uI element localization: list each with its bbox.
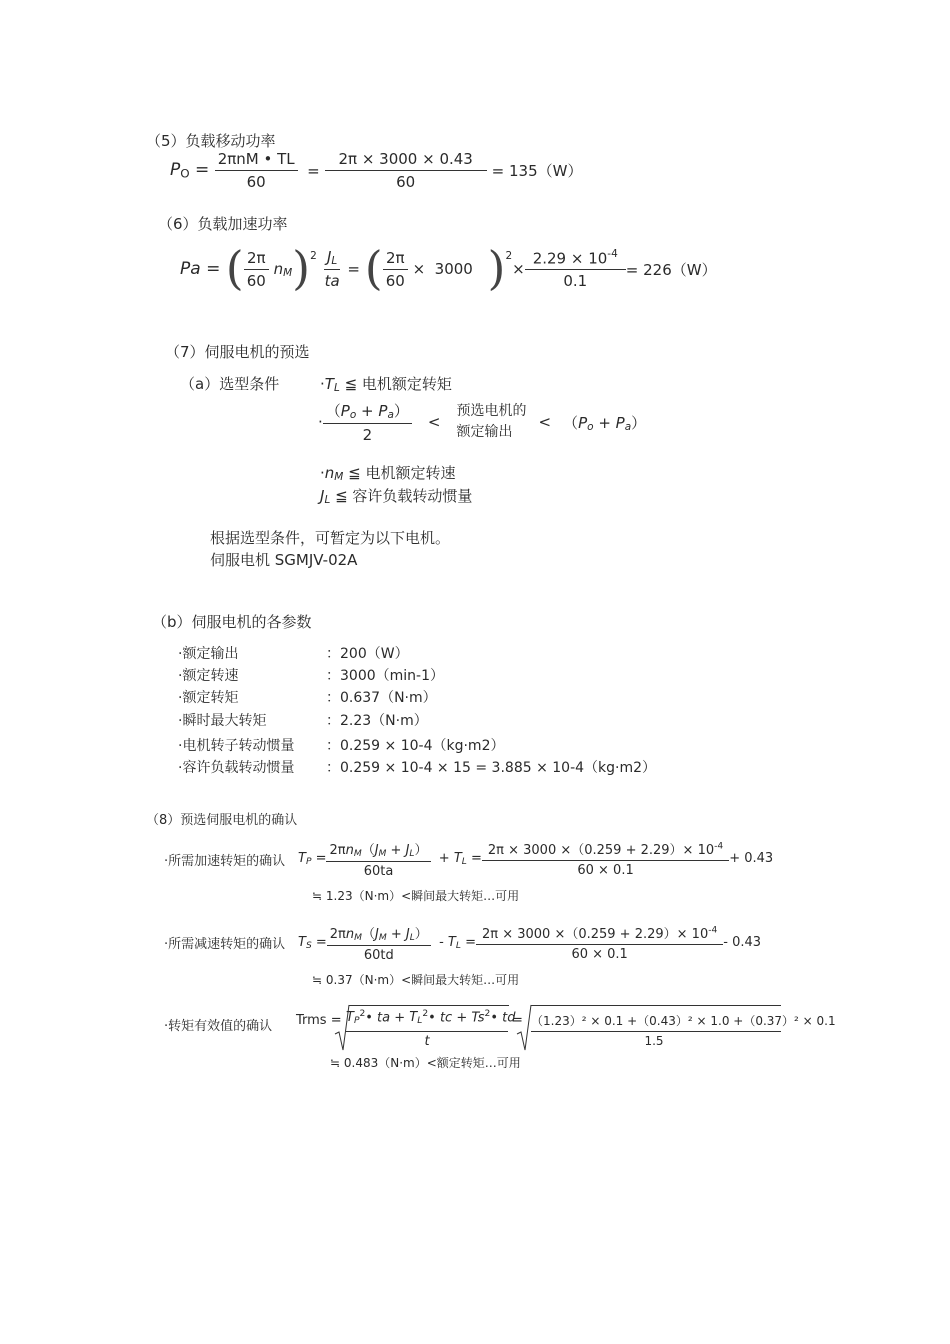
rms-denominator-2: 1.5 [644, 1034, 664, 1048]
pa-2pi-over-60-a: $\frac{2\pi}{60}$ [244, 249, 269, 290]
pa-jl-over-ta: $\frac{J_L}{ta}$ [324, 248, 340, 291]
rms-fraction-line-1 [346, 1031, 508, 1032]
condition-speed-text: ≦ 电机额定转速 [348, 464, 456, 482]
dec-torque-label: ·所需减速转矩的确认 [164, 937, 286, 952]
condition-power-fraction: $\frac{(P_o + P_a)}{2}$ [323, 400, 412, 444]
selection-conditions-label: （a）选型条件 [180, 375, 280, 393]
condition-torque: $\cdot T_L$ ≦ 电机额定转矩 [320, 375, 452, 395]
dec-denominator-1: 60td [363, 947, 394, 963]
condition-inertia-text: ≦ 容许负载转动惯量 [335, 487, 473, 505]
dec-tail: - 0.43 [723, 935, 762, 951]
po-denominator-2: 60 [396, 173, 416, 191]
param-label-rotor-inertia: ·电机转子转动惯量 [178, 738, 295, 754]
rated-output-text-1: 预选电机的 [456, 403, 527, 420]
pa-speed-value: 3000 [434, 260, 473, 279]
po-result: = 135（W） [491, 162, 583, 180]
dec-fraction-2 [476, 923, 723, 962]
condition-speed: $\cdot n_M$ ≦ 电机额定转速 [320, 464, 456, 484]
po-denominator-1: 60 [246, 173, 266, 191]
rms-result: ≒ 0.483（N·m）<额定转矩…可用 [330, 1056, 521, 1070]
dec-result: ≒ 0.37（N·m）<瞬间最大转矩…可用 [312, 973, 520, 987]
dec-denominator-2: 60 × 0.1 [571, 947, 628, 963]
pa-inertia-fraction [525, 248, 626, 290]
rms-equals: = [512, 1013, 523, 1028]
param-value-load-inertia: ：0.259 × 10-4 × 15 = 3.885 × 10-4（kg·m2） [326, 760, 657, 776]
param-label-rated-speed: ·额定转速 [178, 668, 239, 684]
param-label-rated-output: ·额定输出 [178, 646, 239, 662]
rms-lhs: Trms = [296, 1013, 342, 1028]
rated-output-text-2: 额定输出 [456, 424, 513, 441]
po-fraction-2 [325, 150, 487, 191]
param-value-rated-output: ：200（W） [326, 646, 409, 662]
rms-fraction-line-2 [531, 1031, 781, 1032]
formula-acc-torque: $T_P$ = $\frac{2\pi n_M(J_M + J_L)}{60ta}$ + $T_L$ = $\frac{2\pi \times 3000 \times(0.259 + 2.29)\times 10^{-4}}{60 \times 0.1}$ + 0.43 [298, 839, 773, 879]
dec-fraction-1: $\frac{2\pi n_M(J_M + J_L)}{60td}$ [327, 923, 431, 963]
pa-inertia-denominator: 0.1 [563, 272, 588, 291]
condition-inertia: $J_L$ ≦ 容许负载转动惯量 [320, 487, 473, 507]
formula-dec-torque: $T_S$ = $\frac{2\pi n_M(J_M + J_L)}{60td}$ - $T_L$ = $\frac{2\pi \times 3000 \times(0.259 + 2.29)\times 10^{-4}}{60 \times 0.1}$ - 0.43 [298, 923, 761, 963]
acc-exponent: -4 [714, 841, 724, 852]
section-8-title: （8）预选伺服电机的确认 [146, 813, 298, 828]
acc-tail: + 0.43 [729, 851, 774, 867]
selected-motor: 伺服电机 SGMJV-02A [210, 551, 358, 569]
dec-numerator-2: 2π × 3000 ×（0.259 + 2.29）× 10 [481, 927, 709, 943]
pa-inertia-numerator: 2.29 × 10 [532, 249, 608, 268]
acc-denominator-1: 60ta [363, 863, 394, 879]
param-label-load-inertia: ·容许负载转动惯量 [178, 760, 295, 776]
rms-numerator-1: $T_P^2•$ ta + $T_L^2•$ tc + $Ts^2•$ td [346, 1009, 516, 1027]
param-label-max-torque: ·瞬时最大转矩 [178, 713, 267, 729]
formula-pa: Pa = ( $\frac{2\pi}{60}$ $n_M$ ) $^2$ $\frac{J_L}{ta}$ = ( $\frac{2\pi}{60}$ × 3000 ) $^2$ × $\frac{2.29 \times 10^{-4}}{0.1}$ = 226（W） [180, 241, 717, 296]
acc-numerator-2: 2π × 3000 ×（0.259 + 2.29）× 10 [487, 843, 715, 859]
pa-result: = 226（W） [625, 260, 717, 279]
param-value-rated-speed: ：3000（min-1） [326, 668, 444, 684]
po-numerator-1: 2πnM • TL [215, 150, 298, 171]
condition-power: · $\frac{(P_o + P_a)}{2}$ < 预选电机的 额定输出 < $(P_o + P_a)$ [318, 402, 647, 445]
section-5-title: （5）负载移动功率 [146, 132, 276, 150]
rms-torque-label: ·转矩有效值的确认 [164, 1019, 273, 1034]
rms-denominator-1: t [424, 1034, 430, 1049]
pa-2pi-over-60-b: $\frac{2\pi}{60}$ [383, 249, 408, 290]
pa-symbol: Pa [180, 259, 201, 280]
sqrt-bar-1 [349, 1005, 509, 1006]
param-label-rated-torque: ·额定转矩 [178, 690, 239, 706]
acc-torque-label: ·所需加速转矩的确认 [164, 854, 286, 869]
param-value-rotor-inertia: ：0.259 × 10-4（kg·m2） [326, 738, 505, 754]
po-fraction-1 [215, 150, 298, 191]
motor-params-title: （b）伺服电机的各参数 [152, 613, 312, 631]
pa-inertia-exponent: -4 [607, 248, 618, 260]
sqrt-sign-2 [516, 1004, 532, 1052]
acc-result: ≒ 1.23（N·m）<瞬间最大转矩…可用 [312, 889, 520, 903]
formula-po: $P_O$ = $\frac{\text{2πnM • TL}}{60}$ = $\frac{2\pi \times 3000 \times 0.43}{60}$ = 135（W） [170, 150, 583, 191]
acc-fraction-2 [482, 839, 729, 878]
rms-numerator-2: （1.23）² × 0.1 +（0.43）² × 1.0 +（0.37）² × 0.1 [531, 1014, 836, 1028]
dec-exponent: -4 [708, 925, 718, 936]
po-subscript: O [180, 166, 190, 181]
acc-fraction-1: $\frac{2\pi n_M(J_M + J_L)}{60ta}$ [326, 839, 430, 879]
param-value-rated-torque: ：0.637（N·m） [326, 690, 437, 706]
selection-conclusion: 根据选型条件，可暂定为以下电机。 [210, 529, 451, 547]
condition-torque-text: ≦ 电机额定转矩 [344, 375, 452, 393]
acc-denominator-2: 60 × 0.1 [577, 863, 634, 879]
po-symbol: P [170, 160, 181, 181]
param-value-max-torque: ：2.23（N·m） [326, 713, 428, 729]
sqrt-bar-2 [531, 1005, 781, 1006]
po-numerator-2: 2π × 3000 × 0.43 [325, 150, 487, 171]
section-7-title: （7）伺服电机的预选 [165, 343, 310, 361]
section-6-title: （6）负载加速功率 [158, 215, 288, 233]
